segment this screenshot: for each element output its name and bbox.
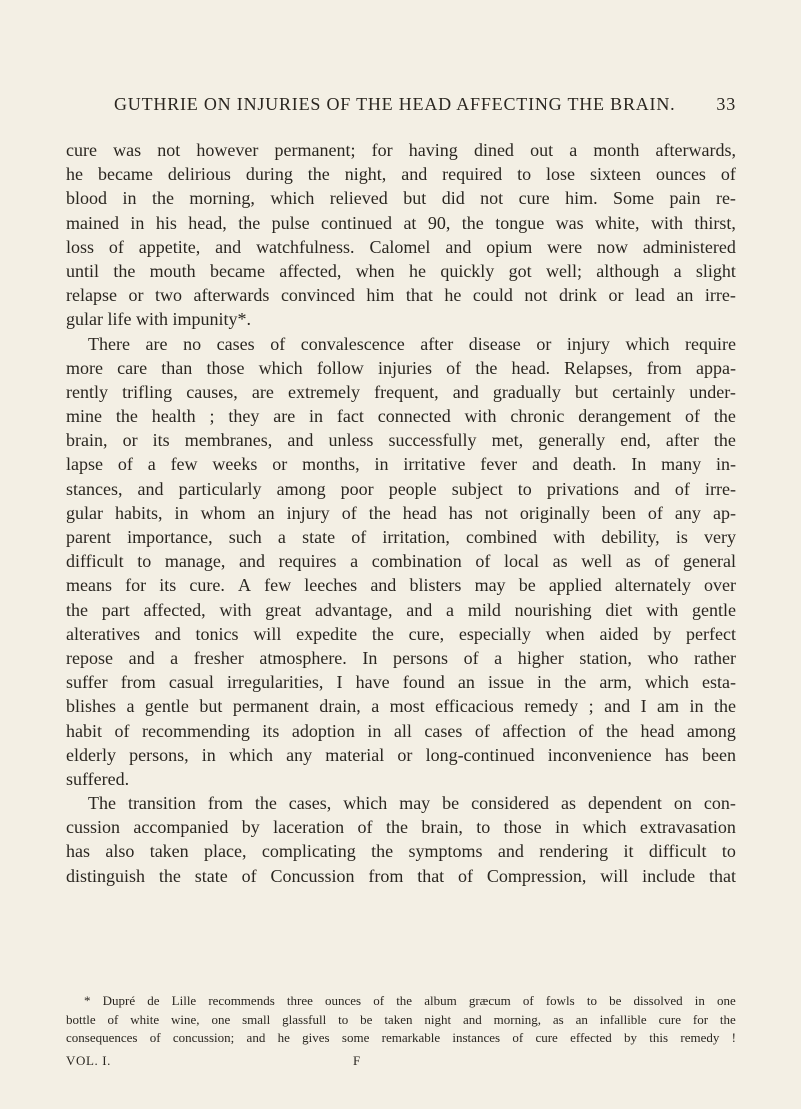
- page-number: 33: [716, 94, 736, 114]
- text-line: The transition from the cases, which may be considered as dependent on con-: [88, 793, 736, 814]
- text-line: parent importance, such a state of irritation, combined with debility, is very: [66, 527, 736, 547]
- text-line: repose and a fresher atmosphere. In persons of a higher station, who rather: [66, 647, 736, 668]
- text-line: mained in his head, the pulse continued at 90, the tongue was white, with thirst,: [66, 212, 736, 233]
- signature-mark: F: [353, 1053, 361, 1068]
- footnote: [66, 992, 736, 1048]
- text-line: difficult to manage, and requires a combination of local as well as of general: [66, 551, 736, 572]
- footnote-line: consequences of concussion; and he gives some remarkable instances of cure effected by this remedy !: [66, 1030, 736, 1045]
- volume-label: VOL. I.: [66, 1053, 111, 1068]
- text-line: alteratives and tonics will expedite the cure, especially when aided by perfect: [66, 623, 736, 644]
- text-line: more care than those which follow injuries of the head. Relapses, from appa-: [66, 357, 736, 378]
- text-line: There are no cases of convalescence after disease or injury which require: [88, 333, 736, 354]
- running-title: GUTHRIE ON INJURIES OF THE HEAD AFFECTING THE BRAIN.: [114, 94, 676, 114]
- text-line: cure was not however permanent; for having dined out a month afterwards,: [66, 140, 736, 160]
- text-line: mine the health ; they are in fact connected with chronic derangement of the: [66, 406, 736, 427]
- text-line: blishes a gentle but permanent drain, a most efficacious remedy ; and I am in the: [66, 696, 736, 717]
- text-line: blood in the morning, which relieved but did not cure him. Some pain re-: [66, 188, 736, 209]
- text-line: stances, and particularly among poor people subject to privations and of irre-: [66, 478, 736, 499]
- footnote-line: bottle of white wine, one small glassfull to be taken night and morning, as an infallible cure for the: [66, 1011, 736, 1027]
- text-line: the part affected, with great advantage, and a mild nourishing diet with gentle: [66, 599, 736, 620]
- text-line: loss of appetite, and watchfulness. Calomel and opium were now administered: [66, 236, 736, 257]
- text-line: brain, or its membranes, and unless successfully met, generally end, after the: [66, 430, 736, 451]
- text-line: he became delirious during the night, and required to lose sixteen ounces of: [66, 164, 736, 185]
- body-text: [66, 138, 736, 888]
- text-line: elderly persons, in which any material or long-continued inconvenience has been: [66, 744, 736, 765]
- footnote-line: * Dupré de Lille recommends three ounces of the album græcum of fowls to be dissolved in one: [84, 993, 736, 1008]
- text-line: relapse or two afterwards convinced him that he could not drink or lead an irre-: [66, 285, 736, 306]
- text-line: until the mouth became affected, when he quickly got well; although a slight: [66, 260, 736, 281]
- text-line: distinguish the state of Concussion from that of Compression, will include that: [66, 865, 736, 886]
- text-line: cussion accompanied by laceration of the brain, to those in which extravasation: [66, 817, 736, 838]
- text-line: suffered.: [66, 768, 130, 789]
- text-line: has also taken place, complicating the symptoms and rendering it difficult to: [66, 841, 736, 862]
- text-line: means for its cure. A few leeches and blisters may be applied alternately over: [66, 575, 736, 596]
- text-line: lapse of a few weeks or months, in irritative fever and death. In many in-: [66, 454, 736, 475]
- text-line: gular habits, in whom an injury of the head has not originally been of any ap-: [66, 502, 736, 523]
- text-line: suffer from casual irregularities, I have found an issue in the arm, which esta-: [66, 672, 736, 693]
- text-line: rently trifling causes, are extremely frequent, and gradually but certainly under-: [66, 381, 736, 402]
- text-line: habit of recommending its adoption in all cases of affection of the head among: [66, 720, 736, 741]
- text-line: gular life with impunity*.: [66, 309, 251, 330]
